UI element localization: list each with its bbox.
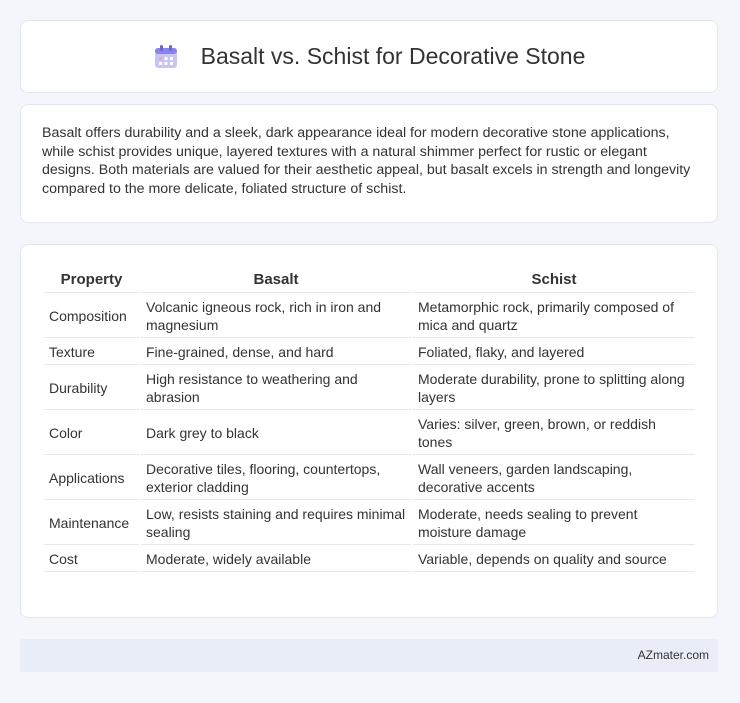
cell-basalt: Volcanic igneous rock, rich in iron and magnesium [141,295,411,338]
cell-basalt: High resistance to weathering and abrasion [141,367,411,410]
table-row [44,547,695,572]
table-row [44,340,695,365]
cell-property: Applications [44,457,139,500]
table-row [44,457,695,500]
cell-property: Color [44,412,139,455]
table-row [44,367,695,410]
cell-schist: Foliated, flaky, and layered [413,340,695,365]
cell-schist: Variable, depends on quality and source [413,547,695,572]
cell-basalt: Low, resists staining and requires minimal sealing [141,502,411,545]
cell-property: Texture [44,340,139,365]
cell-property: Cost [44,547,139,572]
cell-schist: Moderate durability, prone to splitting along layers [413,367,695,410]
header-basalt: Basalt [141,267,411,293]
cell-property: Durability [44,367,139,410]
table-row [44,412,695,455]
title-card [20,20,718,93]
page-title: Basalt vs. Schist for Decorative Stone [200,43,586,69]
table-row [44,295,695,338]
table-row [44,502,695,545]
calendar-icon [153,44,179,70]
header-property: Property [44,267,139,293]
cell-basalt: Moderate, widely available [141,547,411,572]
cell-schist: Wall veneers, garden landscaping, decorative accents [413,457,695,500]
header-schist: Schist [413,267,695,293]
cell-schist: Metamorphic rock, primarily composed of mica and quartz [413,295,695,338]
footer-site: AZmater.com [637,648,709,662]
cell-schist: Moderate, needs sealing to prevent moisture damage [413,502,695,545]
footer [20,639,718,672]
cell-basalt: Decorative tiles, flooring, countertops, exterior cladding [141,457,411,500]
intro-card [20,104,718,223]
cell-basalt: Fine-grained, dense, and hard [141,340,411,365]
cell-basalt: Dark grey to black [141,412,411,455]
cell-property: Maintenance [44,502,139,545]
table-header-row [44,267,695,293]
comparison-card [20,244,718,618]
cell-property: Composition [44,295,139,338]
intro-text: Basalt offers durability and a sleek, dark appearance ideal for modern decorative stone applications, while schist provides unique, layered textures with a natural shimmer perfect for rustic or elegant designs. Both materials are valued for their aesthetic appeal, but basalt excels in strength and longevity compared to the more delicate, foliated structure of schist. [42,125,691,197]
comparison-table [42,265,697,574]
cell-schist: Varies: silver, green, brown, or reddish tones [413,412,695,455]
